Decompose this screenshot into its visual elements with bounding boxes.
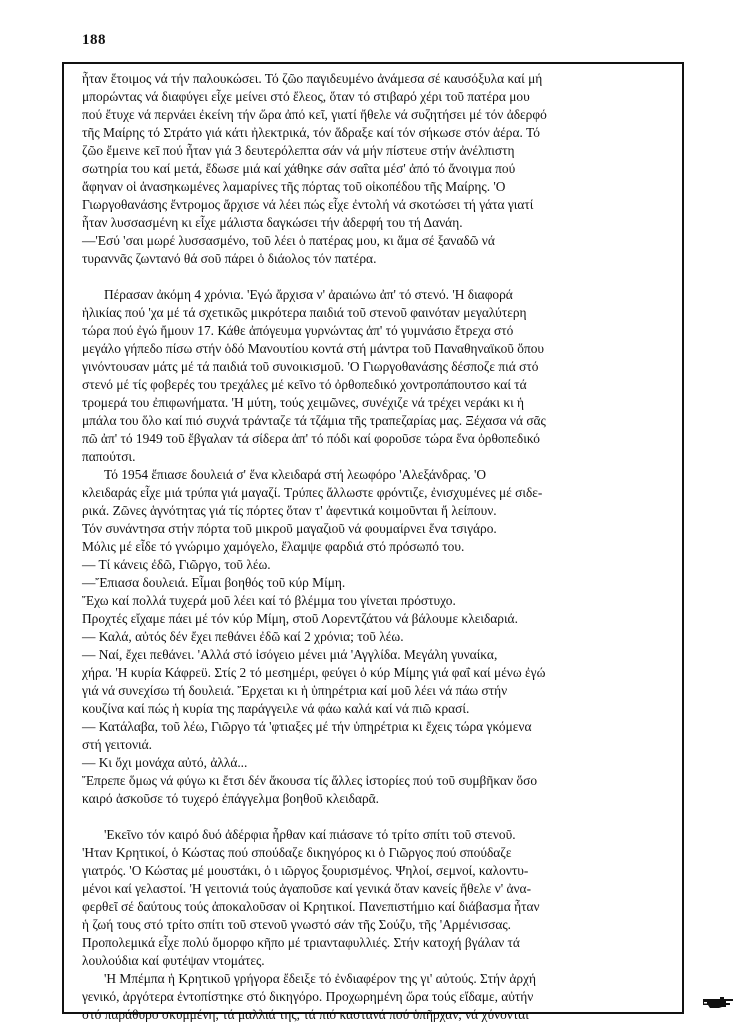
text-line: μπορώντας νά διαφύγει εἶχε μείνει στό ἔλεος, ὅταν τό στιβαρό χέρι τοῦ πατέρα μου	[82, 89, 530, 104]
text-line: τρομερά του ἐπιφωνήματα. 'Η μύτη, τούς χειμῶνες, συνέχιζε νά τρέχει νεράκι κι ἡ	[82, 395, 525, 410]
text-line: — Καλά, αὐτός δέν ἔχει πεθάνει ἐδῶ καί 2 χρόνια; τοῦ λέω.	[82, 629, 404, 644]
text-line: Προπολεμικά εἶχε πολύ ὄμορφο κῆπο μέ τριανταφυλλιές. Στήν κατοχή βγάλαν τά	[82, 935, 520, 950]
text-line: Γιωργοθανάσης ἔντρομος ἄρχισε νά λέει πώς εἶχε ἐντολή νά σκοτώσει τή γάτα γιατί	[82, 197, 534, 212]
text-line: κουζίνα καί πώς ἡ κυρία της παράγγειλε νά φάω καλά καί νά πιῶ κρασί.	[82, 701, 470, 716]
text-line: Τό 1954 ἔπιασε δουλειά σ' ἕνα κλειδαρά στή λεωφόρο 'Αλεξάνδρας. 'Ο	[104, 467, 487, 482]
text-line: 'Ηταν Κρητικοί, ὁ Κώστας πού σπούδαζε δικηγόρος κι ὁ Γιῶργος πού σπούδαζε	[82, 845, 512, 860]
paragraph	[82, 826, 670, 970]
text-line: γινόντουσαν μάτς μέ τά παιδιά τοῦ συνοικισμοῦ. 'Ο Γιωργοθανάσης δέσποζε πιά στό	[82, 359, 539, 374]
text-line: — Κατάλαβα, τοῦ λέω, Γιῶργο τά 'φτιαξες μέ τήν ὑπηρέτρια κι ἔχεις τώρα γκόμενα	[82, 719, 532, 734]
paragraph	[82, 70, 670, 268]
text-line: Προχτές εἴχαμε πάει μέ τόν κύρ Μίμη, στοῦ Λορεντζάτου νά βάλουμε κλειδαριά.	[82, 611, 518, 626]
paragraph	[82, 520, 670, 808]
text-line: τῆς Μαίρης τό Στράτο γιά κάτι ἠλεκτρικά, τόν ἅδραξε καί τόν σήκωσε στόν ἀέρα. Τό	[82, 125, 540, 140]
text-line: γενικό, ἀργότερα ἐντοπίστηκε στό δικηγόρο. Προχωρημένη ὥρα τούς εἴδαμε, αὐτήν	[82, 989, 534, 1004]
paragraph	[82, 466, 670, 520]
page-number: 188	[82, 32, 106, 48]
text-line: —Ἔπιασα δουλειά. Εἶμαι βοηθός τοῦ κύρ Μίμη.	[82, 575, 346, 590]
text-body	[82, 70, 670, 1024]
text-line: λουλούδια καί φυτέψαν ντομάτες.	[82, 953, 265, 968]
text-line: Πέρασαν ἀκόμη 4 χρόνια. 'Εγώ ἄρχισα ν' ἀραιώνω ἀπ' τό στενό. 'Η διαφορά	[104, 287, 513, 302]
text-line: μένοι καί γελαστοί. 'Η γειτονιά τούς ἀγαποῦσε καί γενικά ὅταν κανείς ἤθελε ν' ἀνα-	[82, 881, 532, 896]
text-line: στή γειτονιά.	[82, 737, 152, 752]
text-line: Τόν συνάντησα στήν πόρτα τοῦ μικροῦ μαγαζιοῦ νά φουμαίρνει ἕνα τσιγάρο.	[82, 521, 497, 536]
text-line: Ἔπρεπε ὅμως νά φύγω κι ἔτσι δέν ἄκουσα τίς ἄλλες ἱστορίες πού τοῦ συμβῆκαν ὅσο	[82, 773, 538, 788]
text-line: ζῶο ἔμεινε κεῖ πού ἦταν γιά 3 δευτερόλεπτα σάν νά μήν πίστευε στήν ἀνέλπιστη	[82, 143, 515, 158]
paragraph-gap	[82, 268, 670, 286]
text-line: — Κι ὄχι μονάχα αὐτό, ἀλλά...	[82, 755, 248, 770]
pointing-hand-icon	[702, 995, 734, 1009]
text-line: τυραννᾶς ζωντανό θά σοῦ πάρει ὁ διάολος τόν πατέρα.	[82, 251, 377, 266]
text-line: 'Εκεῖνο τόν καιρό δυό ἀδέρφια ἦρθαν καί πιάσανε τό τρίτο σπίτι τοῦ στενοῦ.	[104, 827, 516, 842]
text-line: ἡλικίας πού 'χα μέ τά σχετικῶς μικρότερα παιδιά τοῦ στενοῦ φαινόταν μεγαλύτερη	[82, 305, 527, 320]
paragraph	[82, 970, 670, 1024]
text-line: καιρό ἀσκοῦσε τό τυχερό ἐπάγγελμα βοηθοῦ κλειδαρᾶ.	[82, 791, 379, 806]
text-line: τώρα πού ἐγώ ἤμουν 17. Κάθε ἀπόγευμα γυρνώντας ἀπ' τό γυμνάσιο ἔτρεχα στό	[82, 323, 514, 338]
text-line: σωτηρία του καί μετά, ἔδωσε μιά καί χάθηκε σάν σαΐτα μέσ' ἀπό τό ἄνοιγμα πού	[82, 161, 516, 176]
text-line: 'Η Μπέμπα ἡ Κρητικοῦ γρήγορα ἔδειξε τό ἐνδιαφέρον της γι' αὐτούς. Στήν ἀρχή	[104, 971, 537, 986]
paragraph-gap	[82, 808, 670, 826]
text-line: μεγάλο γήπεδο πίσω στήν ὁδό Μανουτίου κοντά στή μάντρα τοῦ Παναθηναϊκοῦ ὅπου	[82, 341, 545, 356]
text-line: — Ναί, ἔχει πεθάνει. 'Αλλά στό ἰσόγειο μένει μιά 'Αγγλίδα. Μεγάλη γυναίκα,	[82, 647, 498, 662]
text-line: ἦταν λυσσασμένη κι εἶχε μάλιστα δαγκώσει τήν ἀδερφή του τή Δανάη.	[82, 215, 463, 230]
text-line: ἦταν ἕτοιμος νά τήν παλουκώσει. Τό ζῶο παγιδευμένο ἀνάμεσα σέ καυσόξυλα καί μή	[82, 71, 543, 86]
paragraph	[82, 286, 670, 466]
text-line: Μόλις μέ εἶδε τό γνώριμο χαμόγελο, ἔλαμψε φαρδιά στό πρόσωπό του.	[82, 539, 465, 554]
text-line: — Τί κάνεις ἐδῶ, Γιῶργο, τοῦ λέω.	[82, 557, 271, 572]
text-line: γιά νά συνεχίσω τή δουλειά. Ἔρχεται κι ἡ ὑπηρέτρια καί μοῦ λέει νά πάω στήν	[82, 683, 508, 698]
text-line: μπάλα του ὅλο καί πιό συχνά τράνταζε τά τζάμια τῆς τραπεζαρίας μας. Ξέχασα νά σᾶς	[82, 413, 546, 428]
text-line: πού ἔτυχε νά περνάει ἐκείνη τήν ὥρα ἀπό κεῖ, γιατί ἤθελε νά συζητήσει μέ τόν ἀδερφό	[82, 107, 547, 122]
text-line: στό παράθυρο σκυμμένη, τά μαλλιά της, τά πιό καστανά πού ὑπῆρχαν, νά χύνονται	[82, 1007, 529, 1022]
text-line: —'Εσύ 'σαι μωρέ λυσσασμένο, τοῦ λέει ὁ πατέρας μου, κι ἅμα σέ ξαναδῶ νά	[82, 233, 495, 248]
text-line: ἄφηναν οἱ ἀνασηκωμένες λαμαρίνες τῆς πόρτας τοῦ οἰκοπέδου τῆς Μαίρης. 'Ο	[82, 179, 506, 194]
text-line: ρικά. Ζῶνες ἁγνότητας γιά τίς πόρτες ὅταν τ' ἀφεντικά κοιμοῦνται ἤ λείπουν.	[82, 503, 497, 518]
text-line: Ἔχω καί πολλά τυχερά μοῦ λέει καί τό βλέμμα του γίνεται πρόστυχο.	[82, 593, 456, 608]
text-line: ἡ ζωή τους στό τρίτο σπίτι τοῦ στενοῦ γνωστό σάν τῆς Σούζυ, τῆς 'Αρμένισσας.	[82, 917, 512, 932]
text-line: κλειδαράς εἶχε μιά τρύπα γιά μαγαζί. Τρύπες ἄλλωστε φρόντιζε, ἐνισχυμένες μέ σιδε-	[82, 485, 543, 500]
text-line: φερθεῖ σέ δαύτους τούς ἀποκαλοῦσαν οἱ Κρητικοί. Πανεπιστήμιο καί διάβασμα ἦταν	[82, 899, 540, 914]
text-line: πῶ ἀπ' τό 1949 τοῦ ἔβγαλαν τά σίδερα ἀπ' τό πόδι καί φοροῦσε τώρα ἕνα ὀρθοπεδικό	[82, 431, 540, 446]
text-line: παπούτσι.	[82, 449, 136, 464]
text-line: στενό μέ τίς φοβερές του τρεχάλες μέ κεῖνο τό ὀρθοπεδικό χοντροπάπουτσο καί τά	[82, 377, 527, 392]
text-line: χήρα. 'Η κυρία Κάφρεϋ. Στίς 2 τό μεσημέρι, φεύγει ὁ κύρ Μίμης γιά φαΐ καί μένω ἐγώ	[82, 665, 546, 680]
text-line: γιατρός. 'Ο Κώστας μέ μουστάκι, ὁ ι ιῶργος ξουρισμένος. Ψηλοί, σεμνοί, καλοντυ-	[82, 863, 529, 878]
